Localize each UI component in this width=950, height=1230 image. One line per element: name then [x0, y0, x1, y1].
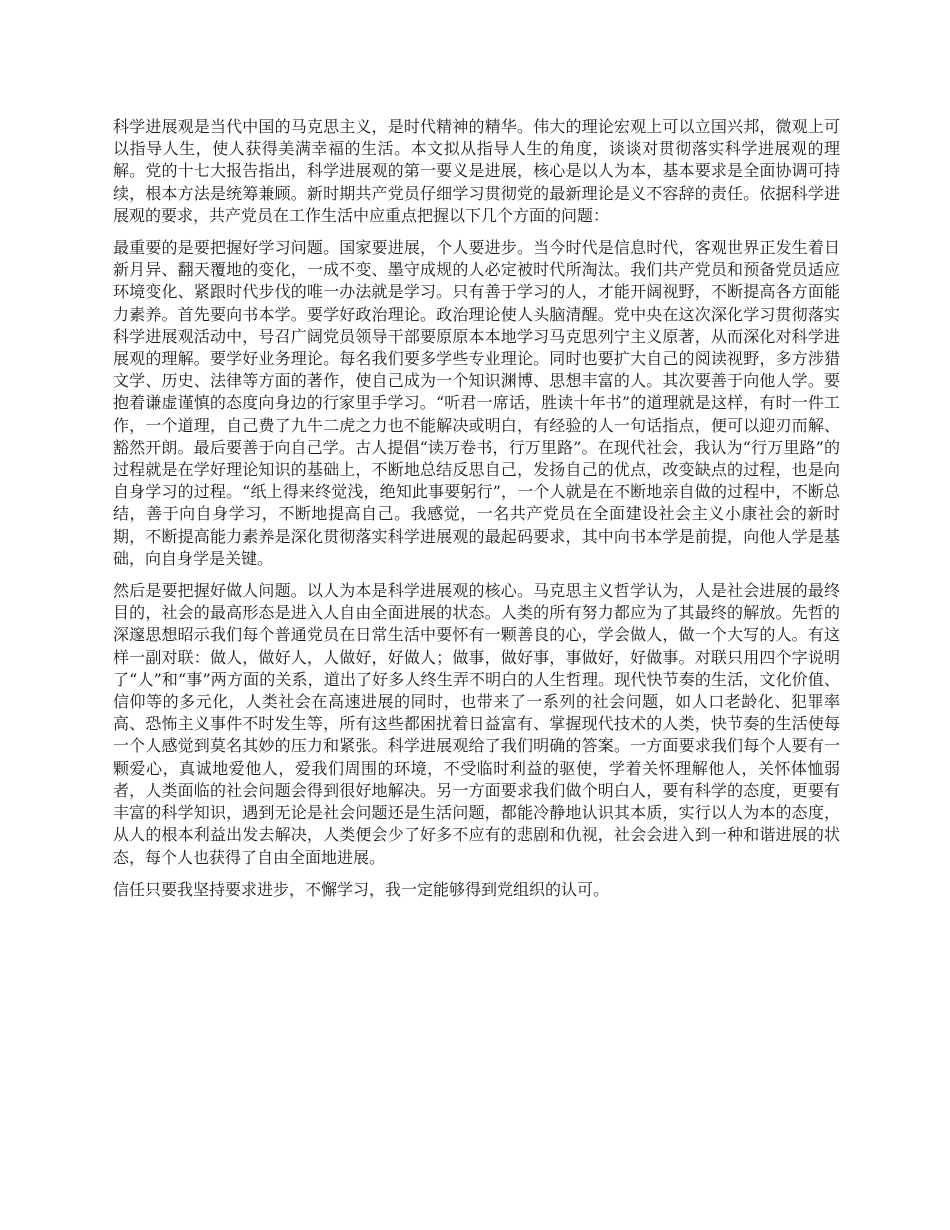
- paragraph-study: 最重要的是要把握好学习问题。国家要进展，个人要进步。当今时代是信息时代，客观世界正发生着日新月异、翻天覆地的变化，一成不变、墨守成规的人必定被时代所淘汰。我们共产党员和预备党员适应环境变化、紧跟时代步伐的唯一办法就是学习。只有善于学习的人，才能开阔视野，不断提高各方面能力素养。首先要向书本学。要学好政治理论。政治理论使人头脑清醒。党中央在这次深化学习贯彻落实科学进展观活动中，号召广阔党员领导干部要原原本本地学习马克思列宁主义原著，从而深化对科学进展观的理解。要学好业务理论。每名我们要多学些专业理论。同时也要扩大自己的阅读视野，多方涉猎文学、历史、法律等方面的著作，使自己成为一个知识渊博、思想丰富的人。其次要善于向他人学。要抱着谦虚谨慎的态度向身边的行家里手学习。“听君一席话，胜读十年书”的道理就是这样，有时一件工作，一个道理，自己费了九牛二虎之力也不能解决或明白，有经验的人一句话指点，便可以迎刃而解、豁然开朗。最后要善于向自己学。古人提倡“读万卷书，行万里路”。在现代社会，我认为“行万里路”的过程就是在学好理论知识的基础上，不断地总结反思自己，发扬自己的优点，改变缺点的过程，也是向自身学习的过程。“纸上得来终觉浅，绝知此事要躬行”，一个人就是在不断地亲自做的过程中，不断总结，善于向自身学习，不断地提高自己。我感觉，一名共产党员在全面建设社会主义小康社会的新时期，不断提高能力素养是深化贯彻落实科学进展观的最起码要求，其中向书本学是前提，向他人学是基础，向自身学是关键。: [113, 238, 840, 568]
- paragraph-intro: 科学进展观是当代中国的马克思主义，是时代精神的精华。伟大的理论宏观上可以立国兴邦，微观上可以指导人生，使人获得美满幸福的生活。本文拟从指导人生的角度，谈谈对贯彻落实科学进展观的理解。党的十七大报告指出，科学进展观的第一要义是进展，核心是以人为本，基本要求是全面协调可持续，根本方法是统筹兼顾。新时期共产党员仔细学习贯彻党的最新理论是义不容辞的责任。依据科学进展观的要求，共产党员在工作生活中应重点把握以下几个方面的问题：: [113, 117, 840, 225]
- paragraph-conduct: 然后是要把握好做人问题。以人为本是科学进展观的核心。马克思主义哲学认为，人是社会进展的最终目的，社会的最高形态是进入人自由全面进展的状态。人类的所有努力都应为了其最终的解放。先哲的深邃思想昭示我们每个普通党员在日常生活中要怀有一颗善良的心，学会做人，做一个大写的人。有这样一副对联：做人，做好人，人做好，好做人；做事，做好事，事做好，好做事。对联只用四个字说明了“人”和“事”两方面的关系，道出了好多人终生弄不明白的人生哲理。现代快节奏的生活，文化价值、信仰等的多元化，人类社会在高速进展的同时，也带来了一系列的社会问题，如人口老龄化、犯罪率高、恐怖主义事件不时发生等，所有这些都困扰着日益富有、掌握现代技术的人类，快节奏的生活使每一个人感觉到莫名其妙的压力和紧张。科学进展观给了我们明确的答案。一方面要求我们每个人要有一颗爱心，真诚地爱他人，爱我们周围的环境，不受临时利益的驱使，学着关怀理解他人，关怀体恤弱者，人类面临的社会问题会得到很好地解决。另一方面要求我们做个明白人，要有科学的态度，更要有丰富的科学知识，遇到无论是社会问题还是生活问题，都能冷静地认识其本质，实行以人为本的态度，从人的根本利益出发去解决，人类便会少了好多不应有的悲剧和仇视，社会会进入到一种和谐进展的状态，每个人也获得了自由全面地进展。: [113, 581, 840, 867]
- document-body: [113, 116, 840, 911]
- paragraph-closing: 信任只要我坚持要求进步，不懈学习，我一定能够得到党组织的认可。: [113, 879, 610, 899]
